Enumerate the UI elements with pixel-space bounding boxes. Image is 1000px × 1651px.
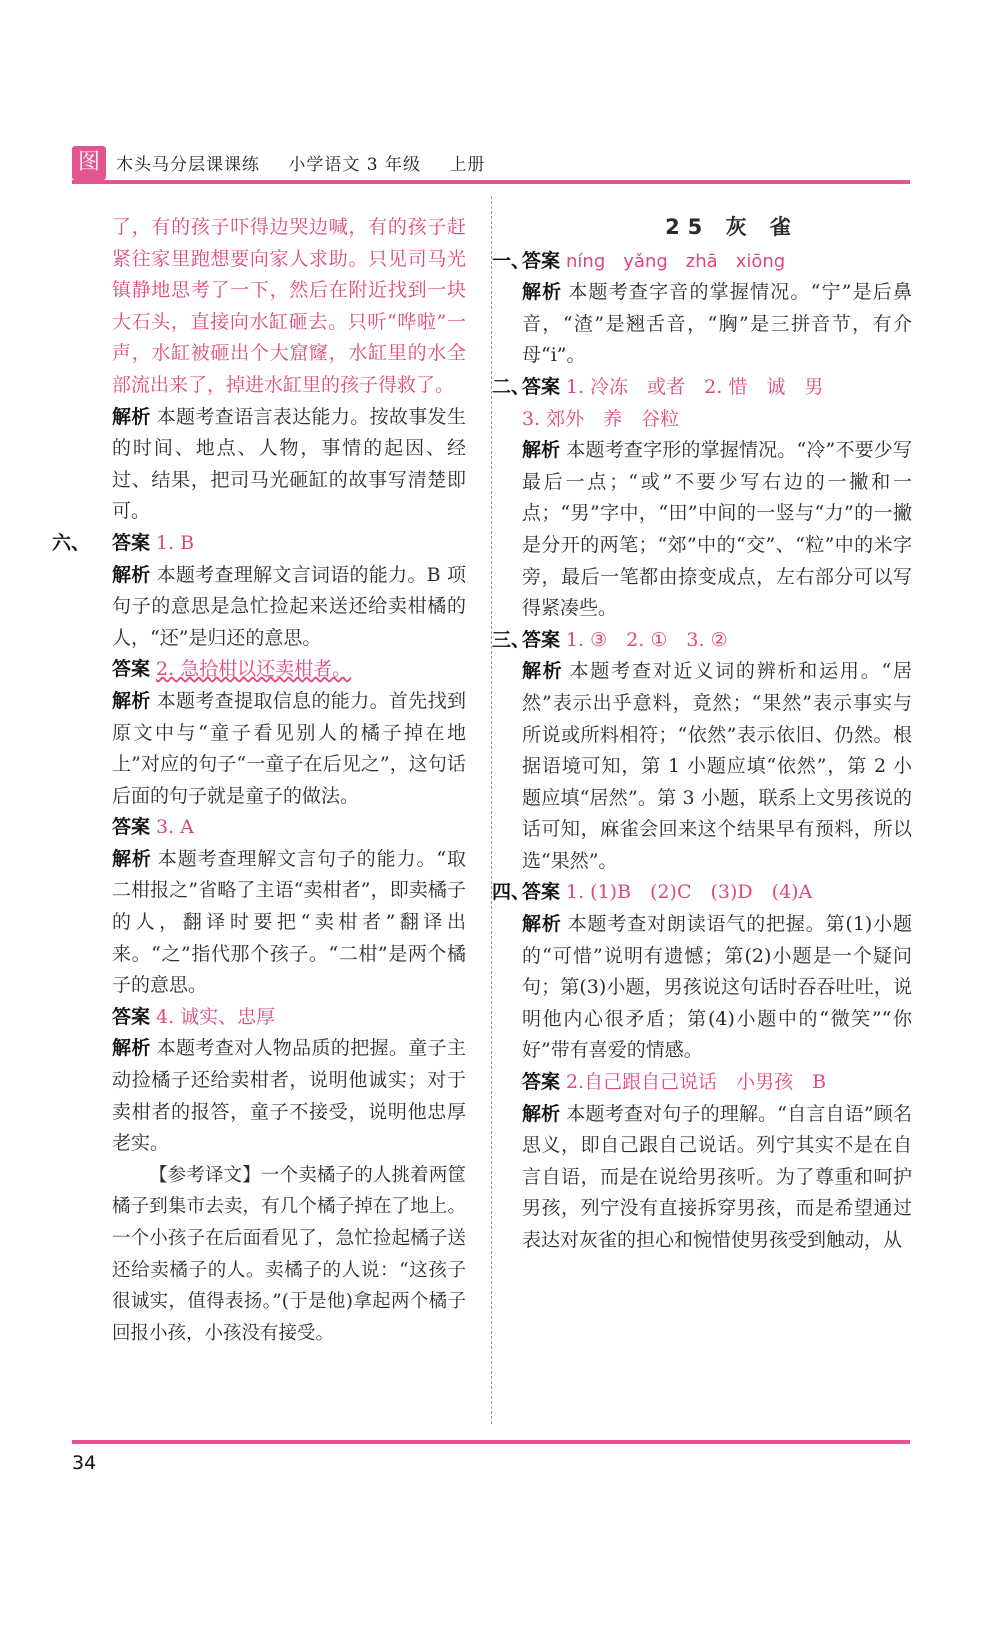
analysis-block — [112, 402, 466, 528]
analysis-text: 本题考查理解文言词语的能力。B 项句子的意思是急忙捡起来送还给卖柑橘的人，“还”是归还的意思。 — [112, 563, 466, 649]
analysis-label: 解析 — [112, 405, 151, 428]
analysis-text: 本题考查字形的掌握情况。“冷”不要少写最后一点；“或”不要少写右边的一撇和一点；“男”字中，“田”中间的一竖与“力”的一撇是分开的两笔；“郊”中的“交”、“粒”中的米字旁，最后一笔都由捺变成点，左右部分可以写得紧凑些。 — [522, 439, 912, 620]
answer-label: 答案 — [522, 1071, 561, 1094]
analysis-block — [112, 560, 466, 655]
analysis-text: 本题考查字音的掌握情况。“宁”是后鼻音，“渣”是翘舌音，“胸”是三拼音节，有介母“i”。 — [522, 281, 912, 367]
analysis-block — [112, 686, 466, 812]
series-name: 木头马分层课课练 — [116, 155, 260, 175]
answer-text: 2. 急拾柑以还卖柑者。 — [156, 658, 352, 681]
analysis-text: 本题考查理解文言句子的能力。“取二柑报之”省略了主语“卖柑者”，即卖橘子的人，翻译时要把“卖柑者”翻译出来。“之”指代那个孩子。“二柑”是两个橘子的意思。 — [112, 847, 466, 997]
header-rule — [72, 180, 910, 184]
answer-text: 了，有的孩子吓得边哭边喊，有的孩子赶紧往家里跑想要向家人求助。只见司马光镇静地思考了一下，然后在附近找到一块大石头，直接向水缸砸去。只听“哗啦”一声，水缸被砸出个大窟窿，水缸里的水全部流出来了，掉进水缸里的孩子得救了。 — [112, 216, 466, 396]
answer-text: 1. (1)B (2)C (3)D (4)A — [566, 881, 813, 904]
analysis-text: 本题考查提取信息的能力。首先找到原文中与“童子看见别人的橘子掉在地上”对应的句子“一童子在后见之”，这句话后面的句子就是童子的做法。 — [112, 689, 466, 807]
page-header — [72, 146, 910, 182]
section-number: 四、 — [492, 881, 531, 904]
subject-grade: 小学语文 3 年级 — [288, 155, 422, 175]
answer-label: 答案 — [112, 531, 151, 554]
answer-block — [112, 654, 466, 686]
section-number: 三、 — [492, 628, 531, 651]
analysis-label: 解析 — [112, 689, 151, 712]
lesson-title: 25 灰 雀 — [665, 215, 799, 239]
answer-block — [522, 877, 912, 909]
analysis-block — [522, 277, 912, 372]
answer-label: 答案 — [522, 628, 561, 651]
analysis-block — [112, 1033, 466, 1159]
answer-block — [112, 528, 466, 560]
pinyin-answers — [566, 251, 803, 272]
section-6 — [52, 528, 466, 560]
answer-text: 3. 郊外 养 谷粒 — [522, 407, 680, 430]
section-number: 一、 — [492, 249, 531, 272]
pinyin-item: níng — [566, 250, 606, 272]
analysis-block — [522, 435, 912, 625]
left-column — [52, 212, 466, 1349]
page-number: 34 — [72, 1452, 97, 1474]
reference-translation: 【参考译文】一个卖橘子的人挑着两筐橘子到集市去卖，有几个橘子掉在了地上。一个小孩子在后面看见了，急忙捡起橘子送还给卖橘子的人。卖橘子的人说：“这孩子很诚实，值得表扬。”(于是他)拿起两个橘子回报小孩，小孩没有接受。 — [112, 1164, 466, 1344]
answer-label: 答案 — [522, 249, 561, 272]
analysis-text: 本题考查对朗读语气的把握。第(1)小题的“可惜”说明有遗憾；第(2)小题是一个疑问句；第(3)小题，男孩说这句话时吞吞吐吐，说明他内心很矛盾；第(4)小题中的“微笑”“你好”带有喜爱的情感。 — [522, 913, 912, 1062]
answer-label: 答案 — [522, 881, 561, 904]
section-4 — [492, 877, 912, 909]
section-number: 六、 — [52, 531, 91, 554]
answer-text: 1. 冷冻 或者 2. 惜 诚 男 — [566, 375, 824, 398]
answer-block — [522, 625, 912, 657]
answer-text: 4. 诚实、忠厚 — [156, 1005, 276, 1028]
answer-block — [522, 246, 912, 278]
pinyin-item: yǎng — [623, 250, 668, 272]
analysis-label: 解析 — [522, 439, 561, 462]
pinyin-item: xiōng — [735, 250, 786, 272]
answer-block — [112, 812, 466, 844]
section-2 — [492, 372, 912, 435]
answer-label: 答案 — [112, 816, 151, 839]
analysis-label: 解析 — [112, 1037, 151, 1060]
analysis-label: 解析 — [112, 847, 152, 870]
answer-label: 答案 — [522, 375, 561, 398]
analysis-text: 本题考查语言表达能力。按故事发生的时间、地点、人物，事情的起因、经过、结果，把司马光砸缸的故事写清楚即可。 — [112, 405, 466, 523]
answer-text: 3. A — [156, 816, 194, 839]
analysis-label: 解析 — [522, 1102, 561, 1125]
analysis-label: 解析 — [112, 563, 151, 586]
pinyin-item: zhā — [685, 250, 718, 272]
analysis-block — [522, 909, 912, 1067]
answer-block — [522, 1067, 912, 1099]
answer-text: 1. ③ 2. ① 3. ② — [566, 628, 728, 651]
analysis-block — [522, 656, 912, 877]
right-column — [492, 212, 912, 1257]
answer-text: 2.自己跟自己说话 小男孩 B — [566, 1071, 827, 1094]
volume: 上册 — [449, 155, 486, 175]
analysis-label: 解析 — [522, 913, 562, 936]
answer-text: 1. B — [156, 531, 195, 554]
analysis-text: 本题考查对句子的理解。“自言自语”顾名思义，即自己跟自己说话。列宁其实不是在自言自语，而是在说给男孩听。为了尊重和呵护男孩，列宁没有直接拆穿男孩，而是希望通过表达对灰雀的担心和惋惜使男孩受到触动，从 — [522, 1102, 912, 1251]
publisher-logo: 图 — [72, 146, 106, 180]
analysis-text: 本题考查对人物品质的把握。童子主动捡橘子还给卖柑者，说明他诚实；对于卖柑者的报答，童子不接受，说明他忠厚老实。 — [112, 1037, 466, 1155]
analysis-text: 本题考查对近义词的辨析和运用。“居然”表示出乎意料，竟然；“果然”表示事实与所说或所料相符；“依然”表示依旧、仍然。根据语境可知，第 1 小题应填“依然”，第 2 小题应填“居然”。第 3 小题，联系上文男孩说的话可知，麻雀会回来这个结果早有预料，所以选“果然”。 — [522, 660, 912, 872]
section-1 — [492, 246, 912, 278]
footer-rule — [72, 1440, 910, 1444]
answer-block — [112, 1002, 466, 1034]
analysis-block — [522, 1099, 912, 1257]
header-title — [116, 150, 507, 175]
analysis-label: 解析 — [522, 281, 563, 304]
answer-label: 答案 — [112, 1005, 151, 1028]
answer-block — [522, 372, 912, 404]
section-3 — [492, 625, 912, 657]
analysis-block — [112, 844, 466, 1002]
analysis-label: 解析 — [522, 660, 564, 683]
answer-label: 答案 — [112, 658, 151, 681]
section-number: 二、 — [492, 375, 531, 398]
